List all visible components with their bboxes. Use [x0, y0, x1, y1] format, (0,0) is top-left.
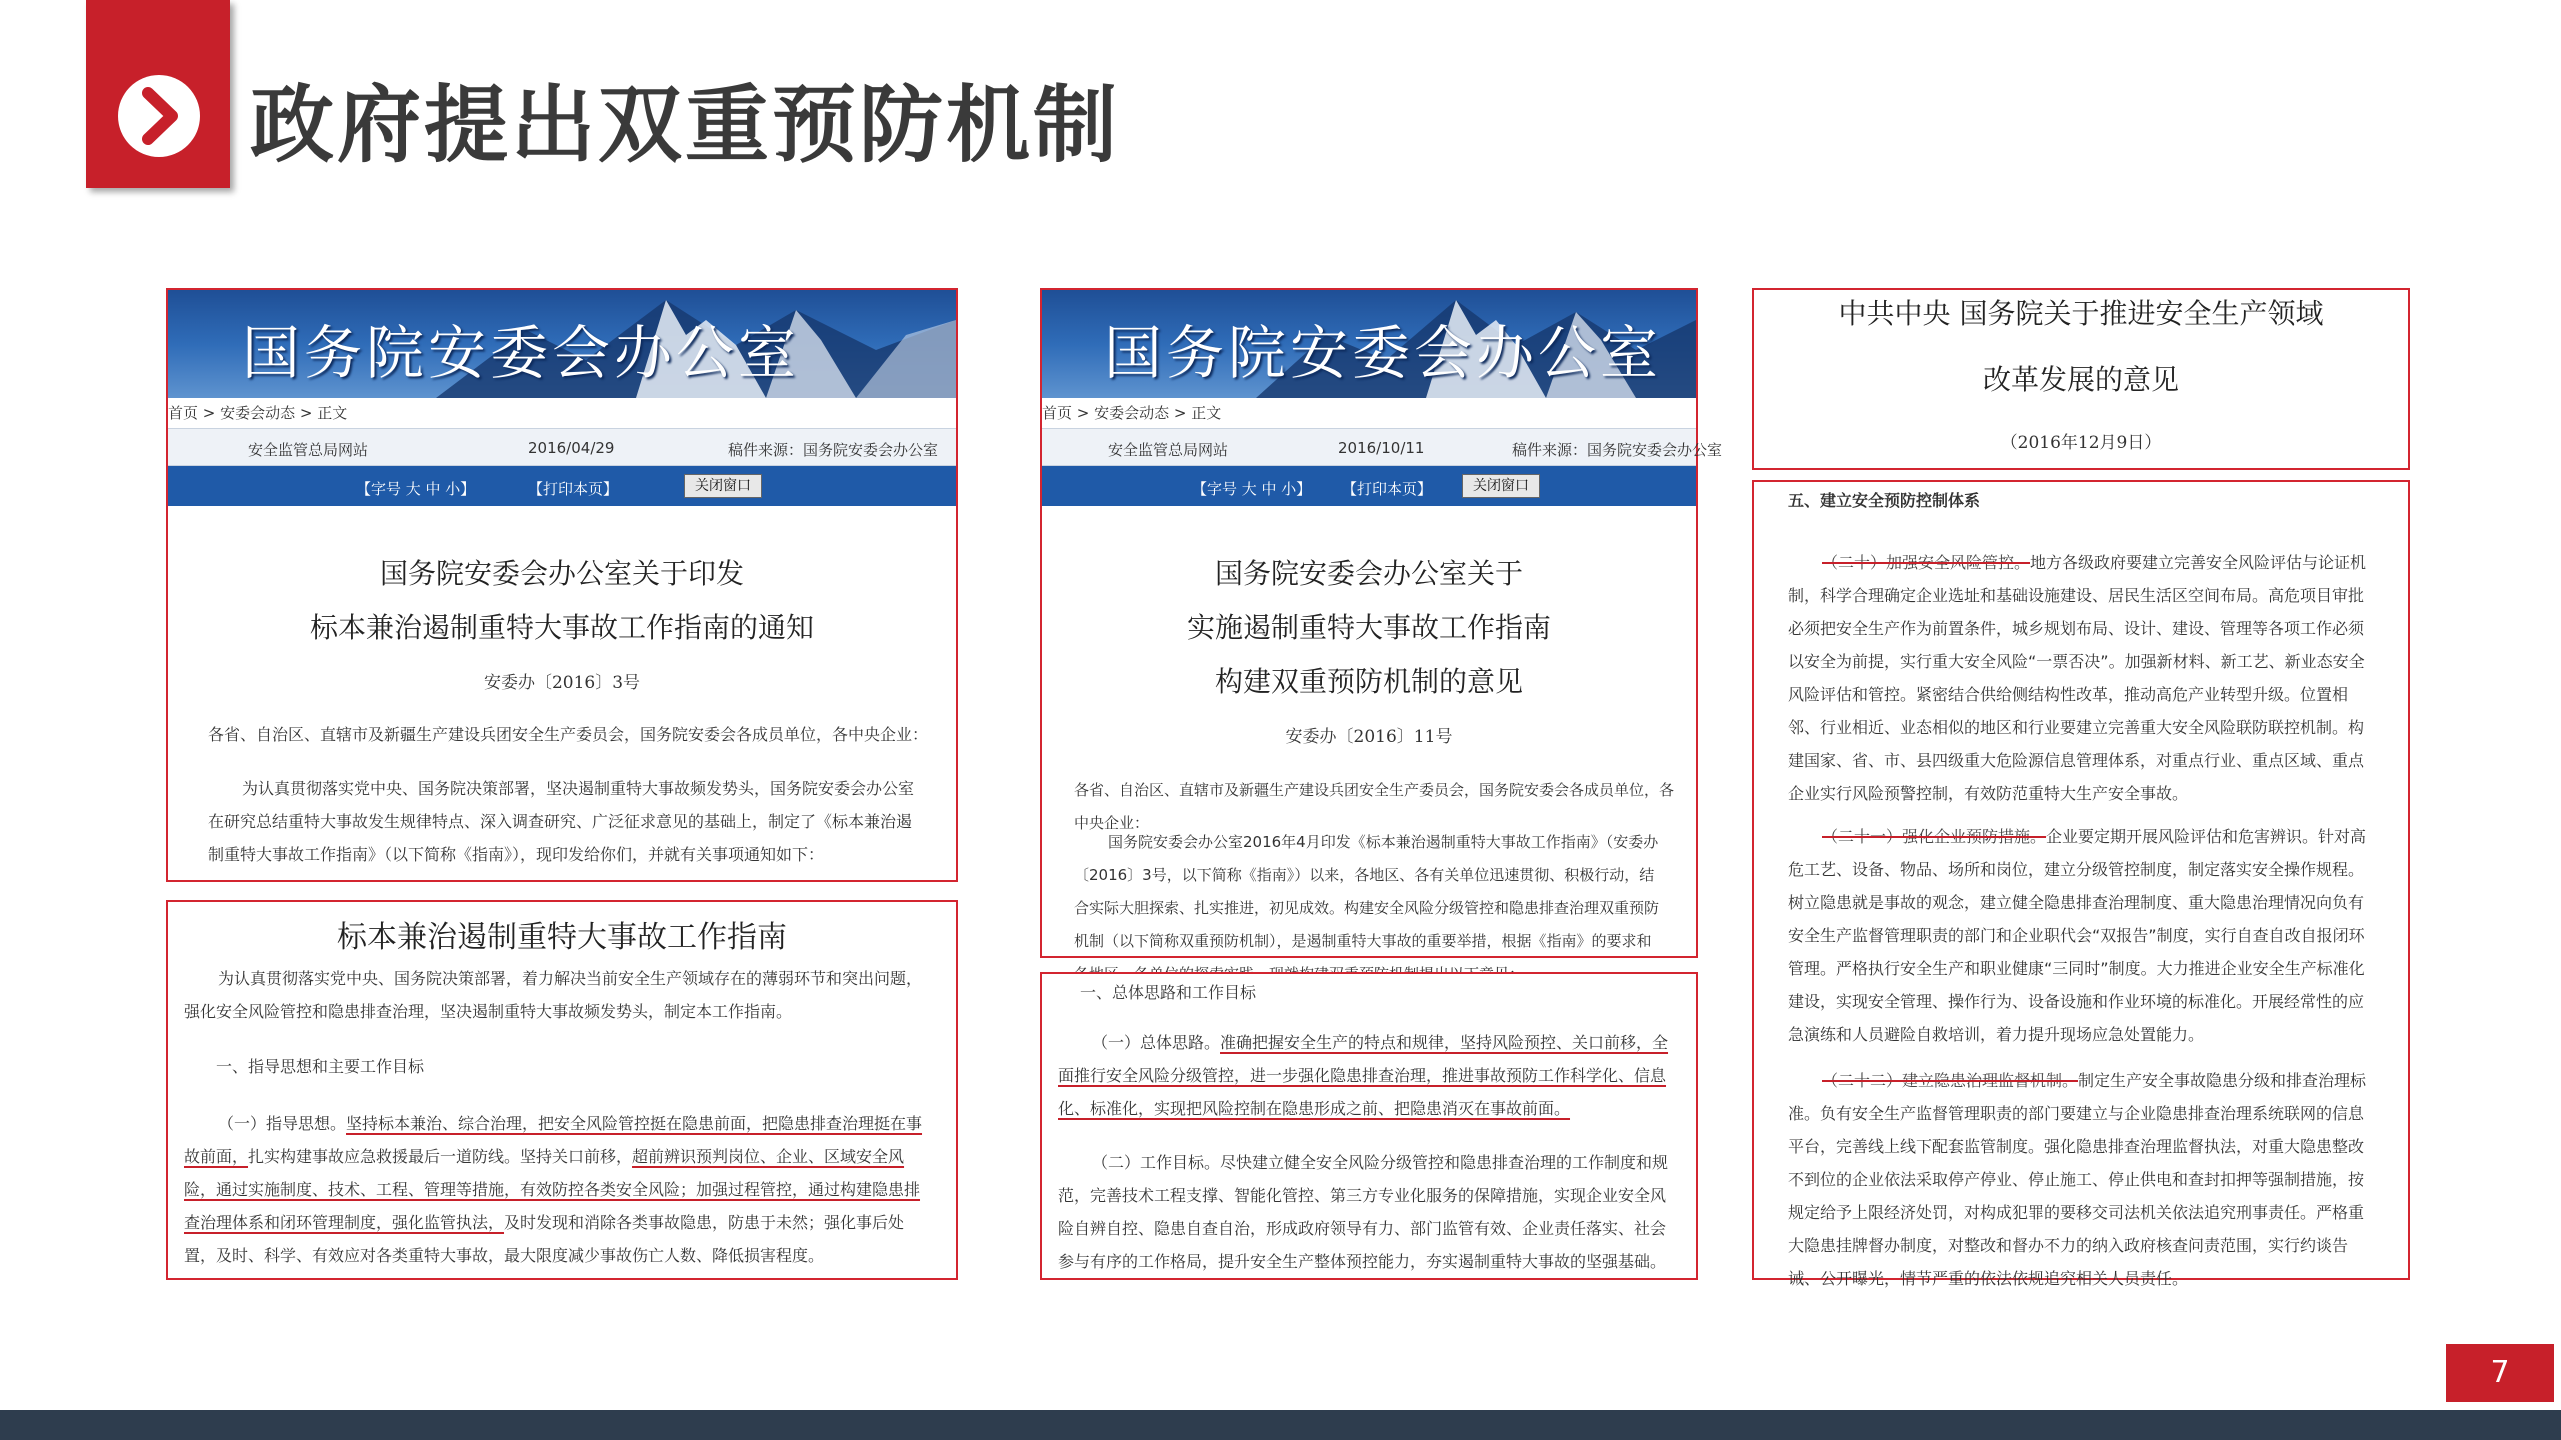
doc1b-heading: 标本兼治遏制重特大事故工作指南 [337, 920, 787, 955]
doc3-p3-heading: （二十二）建立隐患治理监督机制。 [1822, 1071, 2079, 1090]
doc3-p2-body: 企业要定期开展风险评估和危害辨识。针对高危工艺、设备、物品、场所和岗位，建立分级管控制度，制定落实安全操作规程。树立隐患就是事故的观念，建立健全隐患排查治理制度、重大隐患治理情况向负有安全生产监督管理职责的部门和企业职代会“双报告”制度，实行自查自改自报闭环管理。严格执行安全生产和职业健康“三同时”制度。大力推进企业安全生产标准化建设，实现安全管理、操作行为、设备设施和作业环境的标准化。开展经常性的应急演练和人员避险自救培训，着力提升现场应急处置能力。 [1788, 827, 2367, 1044]
doc3-hazard-supervision [1788, 1064, 2378, 1295]
doc2-banner-title: 国务院安委会办公室 [1104, 319, 1663, 387]
doc2b-section: 一、总体思路和工作目标 [1080, 983, 1257, 1002]
doc2b-p1-underline: 准确把握安全生产的特点和规律，坚持风险预控、关口前移，全面推行安全风险分级管控，进一步强化隐患排查治理，推进事故预防工作科学化、信息化、标准化，实现把风险控制在隐患形成之前、把隐患消灭在事故前面。 [1058, 1033, 1669, 1118]
doc2b-panel [1040, 972, 1698, 1280]
doc1b-panel [166, 900, 958, 1280]
doc1b-p-lead: （一）指导思想。 [218, 1114, 347, 1133]
doc1b-p-text2: 及时发现和消除各类事故隐患，防患于未然；强化事后处置，及时、科学、有效应对各类重特大事故，最大限度减少事故伤亡人数、降低损害程度。 [184, 1213, 905, 1265]
doc1b-p-underline2: 超前辨识预判岗位、企业、区域安全风险，通过实施制度、技术、工程、管理等措施，有效防控各类安全风险；加强过程管控，通过构建隐患排查治理体系和闭环管理制度，强化监管执法， [184, 1147, 921, 1232]
doc1-banner-title: 国务院安委会办公室 [242, 319, 801, 387]
doc3-header-panel [1752, 288, 2410, 470]
doc1-source-label: 稿件来源：国务院安委会办公室 [728, 441, 939, 459]
doc1-panel [166, 288, 958, 882]
doc1b-section: 一、指导思想和主要工作目标 [216, 1057, 425, 1076]
doc2b-p1-lead: （一）总体思路。 [1092, 1033, 1221, 1052]
doc2b-work-goals: （二）工作目标。尽快建立健全安全风险分级管控和隐患排查治理的工作制度和规范，完善技术工程支撑、智能化管控、第三方专业化服务的保障措施，实现企业安全风险自辨自控、隐患自查自治，形成政府领导有力、部门监管有效、企业责任落实、社会参与有序的工作格局，提升安全生产整体预控能力，夯实遏制重特大事故的坚强基础。 [1058, 1153, 1669, 1271]
doc1-title-line2: 标本兼治遏制重特大事故工作指南的通知 [309, 611, 814, 644]
doc2-toolbar [1042, 466, 1696, 506]
doc2-source-label: 稿件来源：国务院安委会办公室 [1512, 441, 1723, 459]
doc2-meta-bar [1042, 428, 1723, 466]
doc2-title-line2: 实施遏制重特大事故工作指南 [1186, 611, 1551, 644]
doc2-font-size-control[interactable]: 【字号 大 中 小】 [1192, 480, 1312, 498]
doc1-title-line1: 国务院安委会办公室关于印发 [379, 557, 744, 590]
doc1-meta-bar [168, 428, 956, 466]
doc2-panel [1040, 288, 1723, 958]
doc1-date: 2016/04/29 [528, 439, 615, 457]
doc1b-intro: 为认真贯彻落实党中央、国务院决策部署，着力解决当前安全生产领域存在的薄弱环节和突出问题，强化安全风险管控和隐患排查治理，坚决遏制重特大事故频发势头，制定本工作指南。 [184, 969, 923, 1021]
title-accent-block [86, 0, 230, 188]
doc1-body: 为认真贯彻落实党中央、国务院决策部署，坚决遏制重特大事故频发势头，国务院安委会办公室在研究总结重特大事故发生规律特点、深入调查研究、广泛征求意见的基础上，制定了《标本兼治遏制重特大事故工作指南》（以下简称《指南》），现印发给你们，并就有关事项通知如下： [208, 779, 915, 864]
doc1-addressee: 各省、自治区、直辖市及新疆生产建设兵团安全生产委员会，国务院安委会各成员单位，各中央企业： [208, 725, 929, 744]
doc2-breadcrumb[interactable]: 首页 > 安委会动态 > 正文 [1042, 404, 1222, 422]
chevron-right-icon [118, 75, 200, 157]
doc2-addressee: 各省、自治区、直辖市及新疆生产建设兵团安全生产委员会，国务院安委会各成员单位，各中央企业： [1074, 781, 1675, 832]
doc2-title-line1: 国务院安委会办公室关于 [1214, 557, 1523, 590]
doc1-print-link[interactable]: 【打印本页】 [528, 480, 619, 498]
doc3-title-line2: 改革发展的意见 [1982, 363, 2179, 396]
doc3-p1-body: 地方各级政府要建立完善安全风险评估与论证机制，科学合理确定企业选址和基础设施建设、居民生活区空间布局。高危项目审批必须把安全生产作为前置条件，城乡规划布局、设计、建设、管理等各项工作必须以安全为前提，实行重大安全风险“一票否决”。加强新材料、新工艺、新业态安全风险评估和管控。紧密结合供给侧结构性改革，推动高危产业转型升级。位置相邻、行业相近、业态相似的地区和行业要建立完善重大安全风险联防联控机制。构建国家、省、市、县四级重大危险源信息管理体系，对重点行业、重点区域、重点企业实行风险预警控制，有效防范重特大生产安全事故。 [1788, 553, 2367, 803]
doc3-title-line1: 中共中央 国务院关于推进安全生产领域 [1838, 297, 2324, 330]
doc2-banner [1042, 290, 1696, 398]
page-number: 7 [2446, 1344, 2554, 1402]
doc3-p3-body: 制定生产安全事故隐患分级和排查治理标准。负有安全生产监督管理职责的部门要建立与企业隐患排查治理系统联网的信息平台，完善线上线下配套监管制度。强化隐患排查治理监督执法，对重大隐患整改不到位的企业依法采取停产停业、停止施工、停止供电和查封扣押等强制措施，按规定给予上限经济处罚，对构成犯罪的要移交司法机关依法追究刑事责任。严格重大隐患挂牌督办制度，对整改和督办不力的纳入政府核查问责范围，实行约谈告诫、公开曝光，情节严重的依法依规追究相关人员责任。 [1788, 1071, 2367, 1288]
doc2-title-line3: 构建双重预防机制的意见 [1214, 665, 1523, 698]
doc3-body-panel [1752, 480, 2410, 1288]
doc2-source-site[interactable]: 安全监管总局网站 [1108, 441, 1229, 459]
doc1b-p-text1: 扎实构建事故应急救援最后一道防线。坚持关口前移， [248, 1147, 633, 1166]
doc1-banner [168, 290, 956, 398]
doc1-toolbar [168, 466, 956, 506]
doc2b-general-idea [1058, 1026, 1674, 1125]
doc1-font-size-control[interactable]: 【字号 大 中 小】 [356, 480, 476, 498]
doc2-date: 2016/10/11 [1338, 439, 1425, 457]
doc2-close-window-button[interactable]: 关闭窗口 [1462, 474, 1540, 498]
doc3-p2-heading: （二十一）强化企业预防措施。 [1822, 827, 2047, 846]
page-title: 政府提出双重预防机制 [250, 76, 1121, 174]
doc2-doc-number: 安委办〔2016〕11号 [1285, 727, 1453, 747]
doc3-enterprise-prevention [1788, 820, 2378, 1051]
doc1b-p-underline1: 坚持标本兼治、综合治理，把安全风险管控挺在隐患前面，把隐患排查治理挺在事故前面， [184, 1114, 923, 1166]
doc1-source-site[interactable]: 安全监管总局网站 [248, 441, 369, 459]
doc1-breadcrumb[interactable]: 首页 > 安委会动态 > 正文 [168, 404, 348, 422]
doc1b-guiding-ideology [184, 1107, 934, 1272]
doc2-body: 国务院安委会办公室2016年4月印发《标本兼治遏制重特大事故工作指南》（安委办〔2016〕3号，以下简称《指南》）以来，各地区、各有关单位迅速贯彻、积极行动，结合实际大胆探索、扎实推进，初见成效。构建安全风险分级管控和隐患排查治理双重预防机制（以下简称双重预防机制），是遏制重特大事故的重要举措，根据《指南》的要求和 [1074, 833, 1660, 950]
doc3-section: 五、建立安全预防控制体系 [1788, 491, 1981, 510]
footer-bar [0, 1410, 2561, 1440]
doc3-risk-control [1788, 546, 2378, 810]
doc1-doc-number: 安委办〔2016〕3号 [483, 673, 641, 693]
doc3-p1-heading: （二十）加强安全风险管控。 [1822, 553, 2031, 572]
doc3-date: （2016年12月9日） [2000, 433, 2162, 453]
doc2-print-link[interactable]: 【打印本页】 [1342, 480, 1433, 498]
doc1-close-window-button[interactable]: 关闭窗口 [684, 474, 762, 498]
